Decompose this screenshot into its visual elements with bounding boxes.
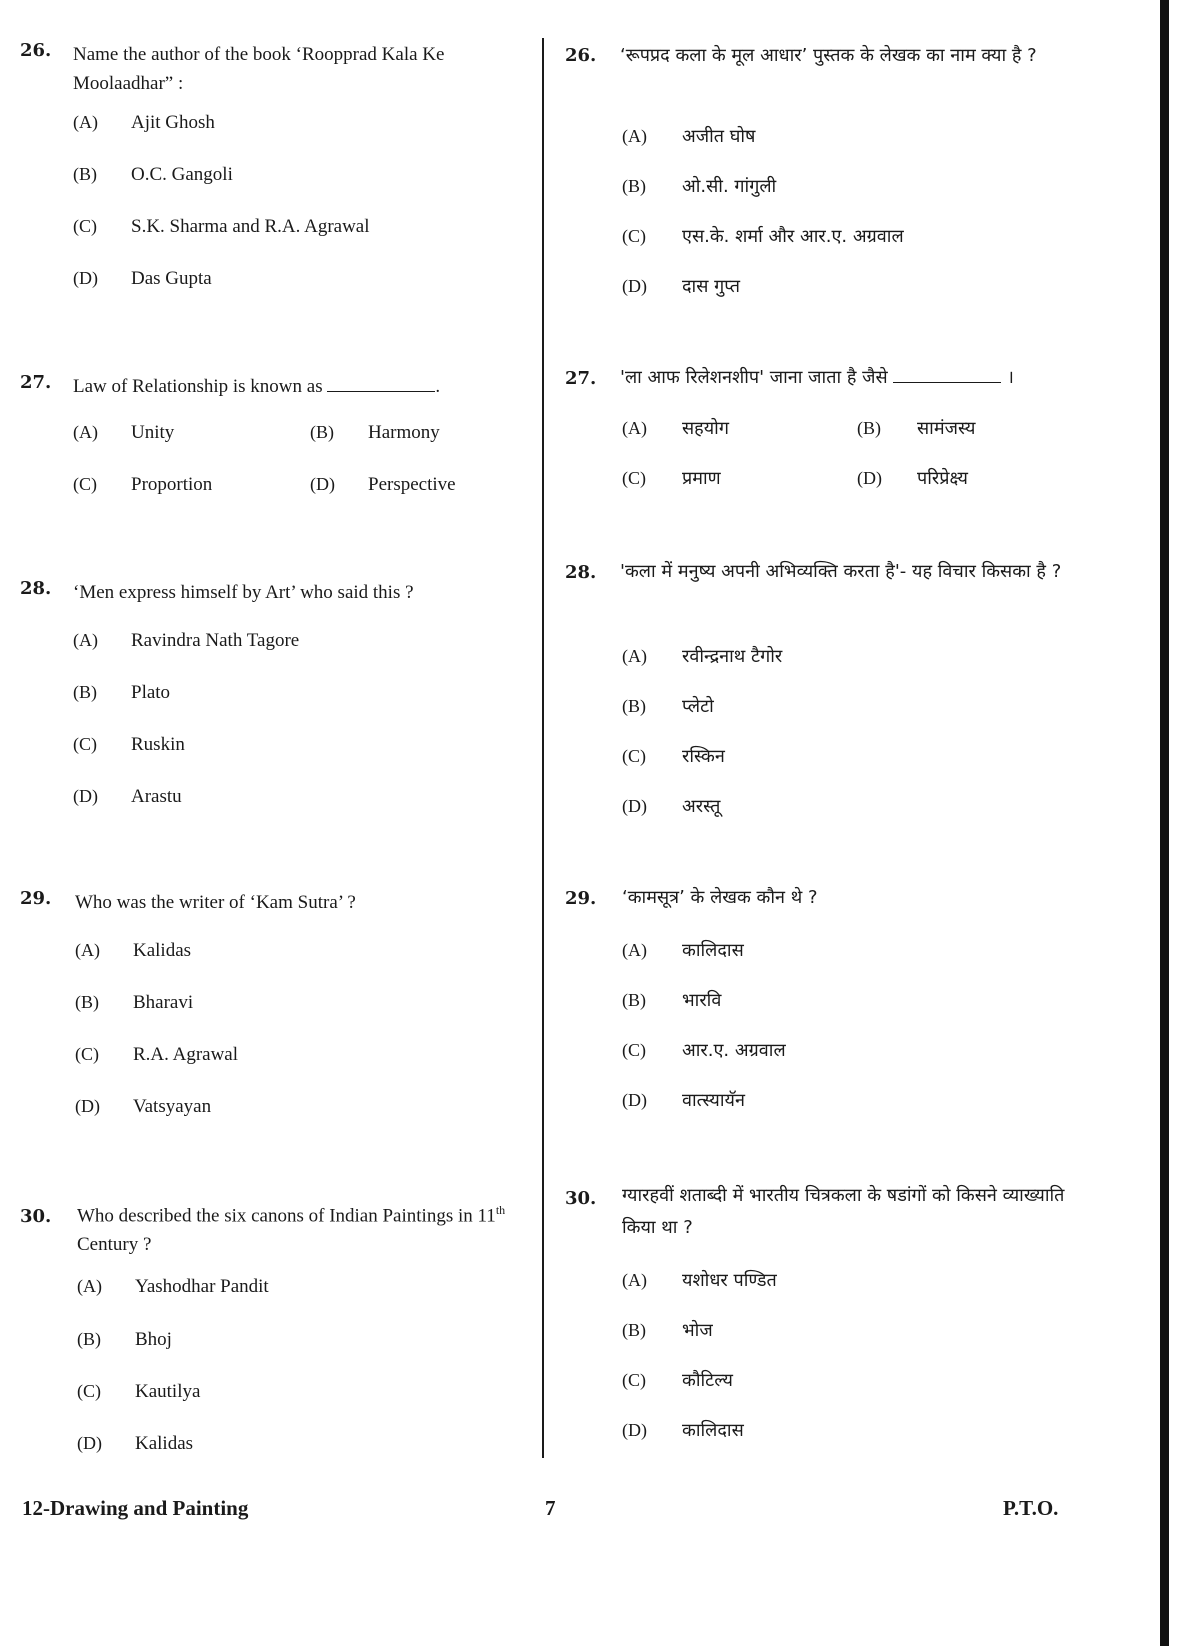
option-d: (D) परिप्रेक्ष्य <box>857 468 968 489</box>
question-text: 'ला आफ रिलेशनशीप' जाना जाता है जैसे । <box>620 367 1014 388</box>
option-d: (D) Vatsyayan <box>75 1096 212 1117</box>
option-b: (B) ओ.सी. गांगुली <box>622 176 777 197</box>
question-number: 30. <box>20 1206 52 1227</box>
option-b: (B) सामंजस्य <box>857 418 976 439</box>
question-text: Who described the six canons of Indian Paintings in 11th Century ? <box>77 1203 506 1256</box>
option-a: (A) Unity <box>73 422 175 443</box>
option-a: (A) Kalidas <box>75 940 192 961</box>
option-c: (C) एस.के. शर्मा और आर.ए. अग्रवाल <box>622 226 904 247</box>
question-text: ‘रूपप्रद कला के मूल आधार’ पुस्तक के लेखक का नाम क्या है ? <box>620 45 1037 66</box>
question-text: Who was the writer of ‘Kam Sutra’ ? <box>75 892 356 913</box>
option-a: (A) यशोधर पण्डित <box>622 1270 777 1291</box>
option-c: (C) Ruskin <box>73 734 185 755</box>
option-a: (A) Ravindra Nath Tagore <box>73 630 300 651</box>
question-number: 26. <box>565 45 597 66</box>
option-b: (B) O.C. Gangoli <box>73 164 233 185</box>
option-d: (D) वात्स्यायॅन <box>622 1090 745 1111</box>
option-d: (D) Perspective <box>310 474 456 495</box>
option-c: (C) कौटिल्य <box>622 1370 733 1391</box>
question-text: ‘Men express himself by Art’ who said this ? <box>73 582 414 603</box>
option-a: (A) Yashodhar Pandit <box>77 1276 269 1297</box>
option-c: (C) S.K. Sharma and R.A. Agrawal <box>73 216 370 237</box>
option-d: (D) दास गुप्त <box>622 276 741 297</box>
option-c: (C) आर.ए. अग्रवाल <box>622 1040 786 1061</box>
option-b: (B) Harmony <box>310 422 440 443</box>
option-a: (A) अजीत घोष <box>622 126 756 147</box>
page-number: 7 <box>545 1496 556 1520</box>
option-b: (B) प्लेटो <box>622 696 714 717</box>
option-b: (B) Plato <box>73 682 171 703</box>
answer-blank <box>327 374 435 392</box>
question-number: 27. <box>20 372 52 393</box>
option-d: (D) कालिदास <box>622 1420 744 1441</box>
question-text: 'कला में मनुष्य अपनी अभिव्यक्ति करता है'- यह विचार किसका है ? <box>620 561 1062 582</box>
question-text: Name the author of the book ‘Roopprad Kala Ke Moolaadhar” : <box>73 44 445 94</box>
question-text: ग्यारहवीं शताब्दी में भारतीय चित्रकला के षडांगों को किसने व्याख्याति किया था ? <box>622 1185 1065 1238</box>
option-a: (A) सहयोग <box>622 418 729 439</box>
question-number: 29. <box>565 888 597 909</box>
question-text: Law of Relationship is known as . <box>73 376 441 397</box>
question-text: ‘कामसूत्र’ के लेखक कौन थे ? <box>622 887 818 908</box>
option-d: (D) Arastu <box>73 786 182 807</box>
option-b: (B) Bharavi <box>75 992 194 1013</box>
option-d: (D) Das Gupta <box>73 268 212 289</box>
option-d: (D) Kalidas <box>77 1433 194 1454</box>
option-c: (C) Proportion <box>73 474 213 495</box>
question-number: 28. <box>565 562 597 583</box>
answer-blank <box>893 365 1001 383</box>
option-a: (A) रवीन्द्रनाथ टैगोर <box>622 646 783 667</box>
please-turn-over: P.T.O. <box>1003 1496 1059 1520</box>
option-c: (C) प्रमाण <box>622 468 721 489</box>
question-number: 29. <box>20 888 52 909</box>
subject-title: 12-Drawing and Painting <box>22 1496 249 1520</box>
option-c: (C) R.A. Agrawal <box>75 1044 239 1065</box>
option-a: (A) कालिदास <box>622 940 744 961</box>
question-number: 27. <box>565 368 597 389</box>
option-b: (B) भोज <box>622 1320 713 1341</box>
page-edge <box>1160 0 1169 1646</box>
column-divider <box>542 38 544 1458</box>
option-c: (C) रस्किन <box>622 746 725 767</box>
question-number: 26. <box>20 40 52 61</box>
option-c: (C) Kautilya <box>77 1381 201 1402</box>
option-b: (B) भारवि <box>622 990 722 1011</box>
question-number: 28. <box>20 578 52 599</box>
option-a: (A) Ajit Ghosh <box>73 112 215 133</box>
question-number: 30. <box>565 1188 597 1209</box>
option-d: (D) अरस्तू <box>622 796 721 817</box>
option-b: (B) Bhoj <box>77 1329 172 1350</box>
